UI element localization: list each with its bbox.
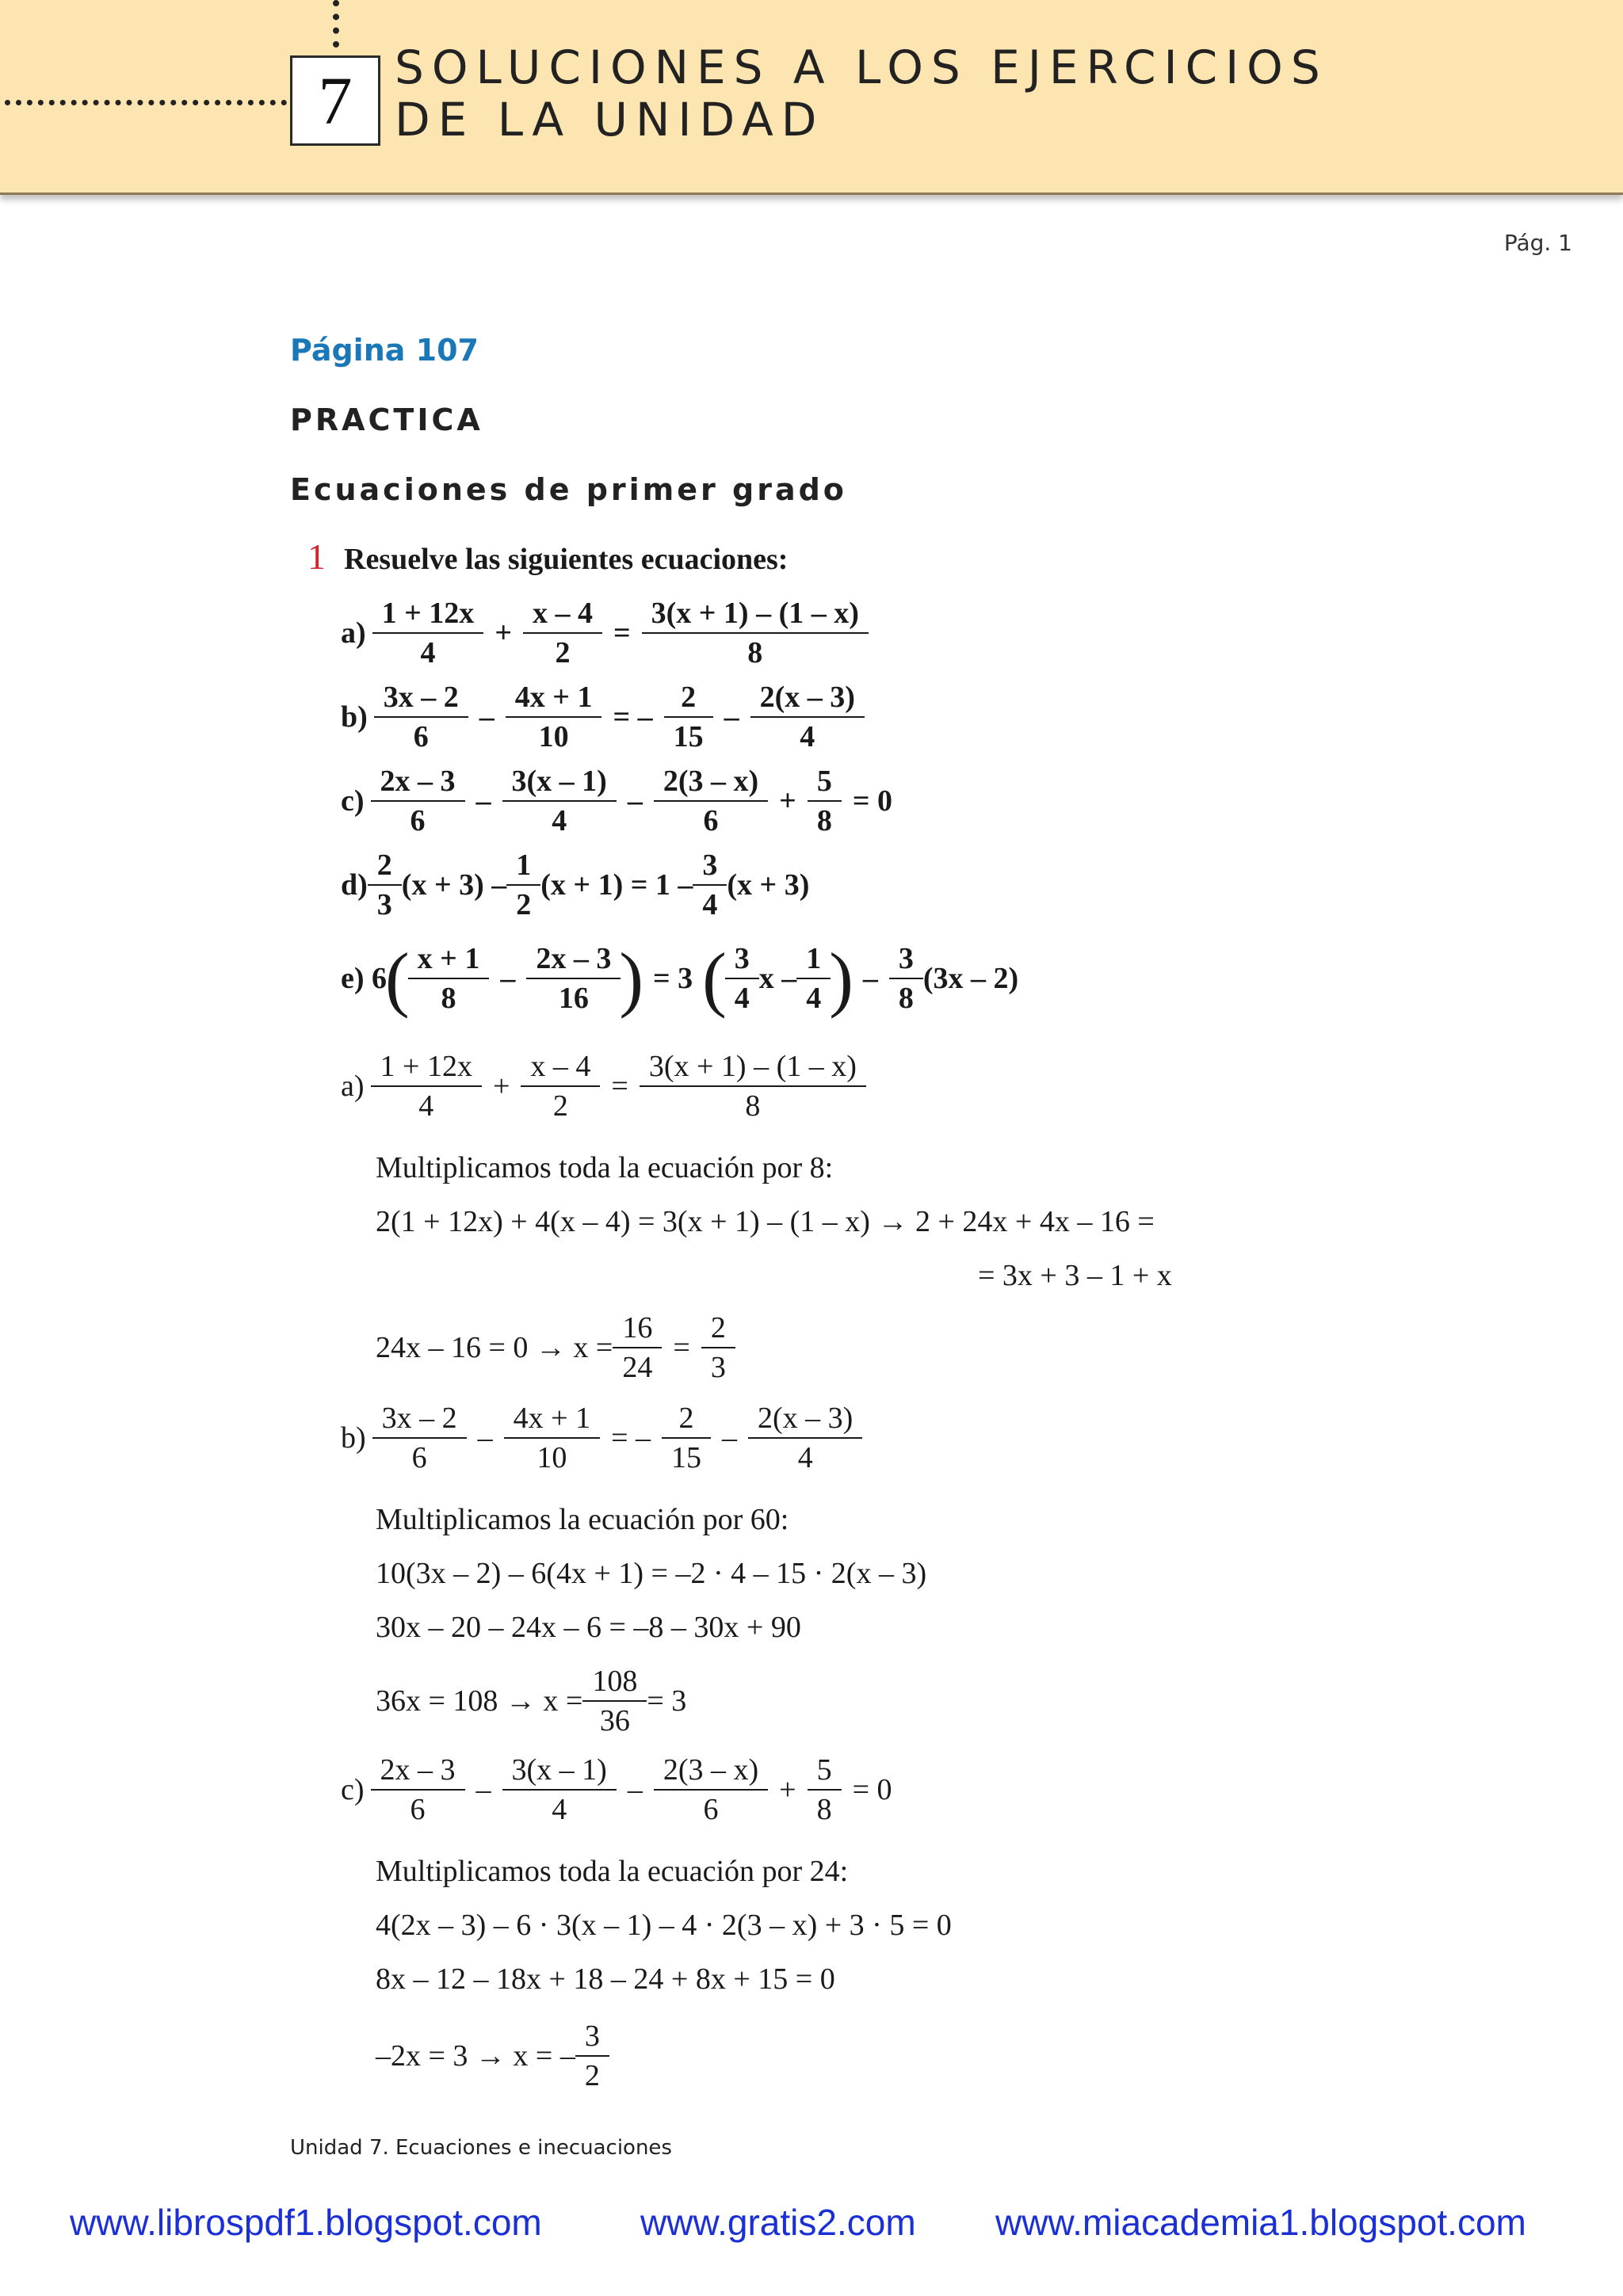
solution-b-step3: 30x – 20 – 24x – 6 = –8 – 30x + 90 xyxy=(376,1611,801,1644)
statement-eq-b: b) $\frac{3x - 2}{6}$ – $\frac{4x + 1}{10}$ = – $\frac{2}{15}$ – $\frac{2(x - 3)}{4}$ xyxy=(341,680,865,754)
section-page-ref: Página 107 xyxy=(290,333,479,368)
solution-c-equation: c) $\frac{2x - 3}{6}$ – $\frac{3(x - 1)}{4}$ – $\frac{2(3 - x)}{6}$ + $\frac{5}{8}$ = 0 xyxy=(341,1753,892,1826)
solution-c-step4: –2x = 3 → x = – $\frac{3}{2}$ xyxy=(376,2019,609,2093)
exercise-statement: Resuelve las siguientes ecuaciones: xyxy=(344,543,789,576)
solution-c-step3: 8x – 12 – 18x + 18 – 24 + 8x + 15 = 0 xyxy=(376,1962,835,1996)
solution-c-step1: Multiplicamos toda la ecuación por 24: xyxy=(376,1855,849,1888)
section-subheading: Ecuaciones de primer grado xyxy=(290,472,847,507)
unit-number-box: 7 xyxy=(290,55,380,146)
header-title-line2: DE LA UNIDAD xyxy=(395,93,825,147)
statement-eq-d: d) $\frac{2}{3}$ (x + 3) – $\frac{1}{2}$ (x + 1) = 1 – $\frac{3}{4}$ (x + 3) xyxy=(341,849,810,921)
solution-a-equation: a) $\frac{1 + 12x}{4}$ + $\frac{x - 4}{2}$ = $\frac{3(x + 1) - (1 - x)}{8}$ xyxy=(341,1049,866,1123)
section-heading: PRACTICA xyxy=(290,402,483,437)
header-title xyxy=(395,41,1328,146)
statement-eq-e: e) 6 ( $\frac{x + 1}{8}$ – $\frac{2x - 3}{16}$ ) = 3 ( $\frac{3}{4}$ x – $\frac{1}{4}$ ) – $\frac{3}{8}$ (3x – 2) xyxy=(341,938,1019,1019)
dotted-divider-horizontal xyxy=(5,100,287,105)
solution-b-equation: b) $\frac{3x - 2}{6}$ – $\frac{4x + 1}{10}$ = – $\frac{2}{15}$ – $\frac{2(x - 3)}{4}$ xyxy=(341,1401,862,1475)
solution-a-step3: = 3x + 3 – 1 + x xyxy=(978,1259,1172,1292)
footer-link-miacademia[interactable]: www.miacademia1.blogspot.com xyxy=(995,2202,1526,2243)
exercise-number: 1 xyxy=(307,536,326,577)
solution-b-step4: 36x = 108 → x = $\frac{108}{36}$ = 3 xyxy=(376,1665,687,1737)
solution-a-step1: Multiplicamos toda la ecuación por 8: xyxy=(376,1151,834,1184)
solution-a-step2: 2(1 + 12x) + 4(x – 4) = 3(x + 1) – (1 – x) → 2 + 24x + 4x – 16 = xyxy=(376,1205,1155,1238)
page-number: Pág. 1 xyxy=(1503,230,1572,256)
footer-link-librospdf[interactable]: www.librospdf1.blogspot.com xyxy=(70,2202,542,2243)
header-title-line1: SOLUCIONES A LOS EJERCICIOS xyxy=(395,40,1328,94)
solution-a-step4: 24x – 16 = 0 → x = $\frac{16}{24}$ = $\frac{2}{3}$ xyxy=(376,1310,735,1385)
dotted-divider-vertical xyxy=(333,0,339,48)
solution-c-step2: 4(2x – 3) – 6 · 3(x – 1) – 4 · 2(3 – x) + 3 · 5 = 0 xyxy=(376,1909,952,1942)
statement-eq-a: a) $\frac{1 + 12x}{4}$ + $\frac{x - 4}{2}$ = $\frac{3(x + 1) - (1 - x)}{8}$ xyxy=(341,596,869,670)
solution-b-step1: Multiplicamos la ecuación por 60: xyxy=(376,1503,789,1536)
statement-eq-c: c) $\frac{2x - 3}{6}$ – $\frac{3(x - 1)}{4}$ – $\frac{2(3 - x)}{6}$ + $\frac{5}{8}$ = 0 xyxy=(341,765,892,837)
page-header xyxy=(0,0,1623,195)
footer-link-gratis2[interactable]: www.gratis2.com xyxy=(640,2202,916,2243)
page-footer: Unidad 7. Ecuaciones e inecuaciones xyxy=(290,2136,672,2160)
solution-b-step2: 10(3x – 2) – 6(4x + 1) = –2 · 4 – 15 · 2(x – 3) xyxy=(376,1557,927,1590)
